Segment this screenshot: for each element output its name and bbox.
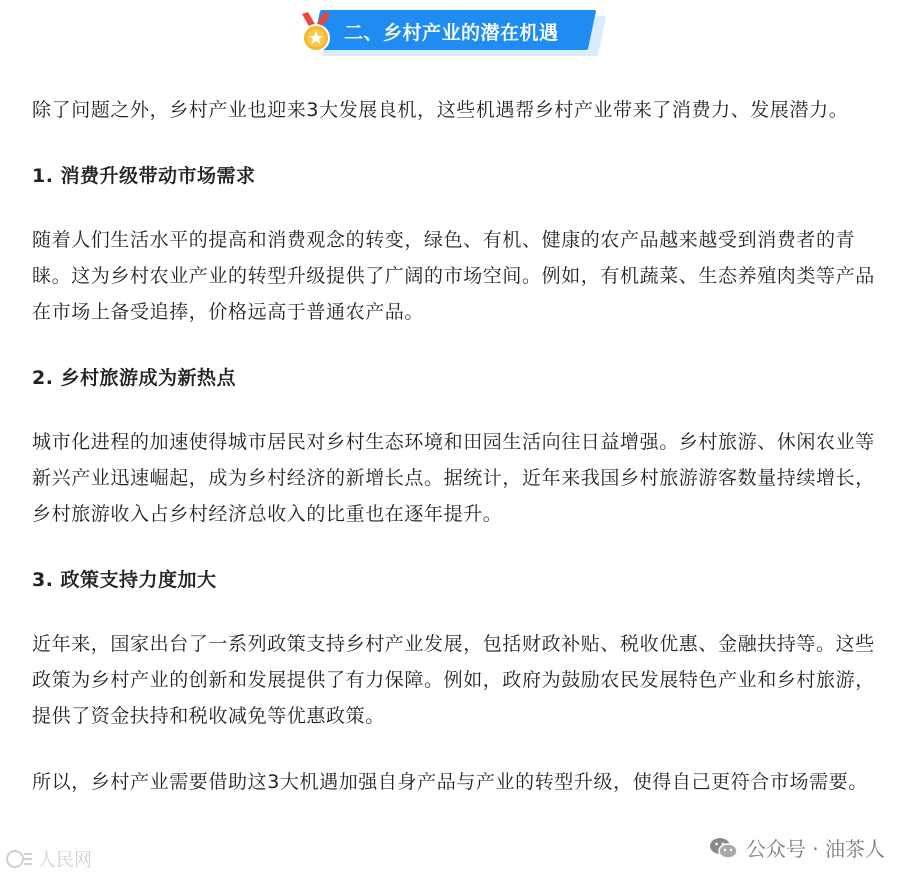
watermark-logo-icon xyxy=(4,848,34,870)
section-heading-2: 2. 乡村旅游成为新热点 xyxy=(32,367,237,389)
source-watermark xyxy=(4,846,92,872)
section-heading-3: 3. 政策支持力度加大 xyxy=(32,569,217,591)
conclusion-paragraph: 所以，乡村产业需要借助这3大机遇加强自身产品与产业的转型升级，使得自己更符合市场需要。 xyxy=(32,771,868,793)
intro-paragraph: 除了问题之外，乡村产业也迎来3大发展良机，这些机遇帮乡村产业带来了消费力、发展潜力。 xyxy=(32,99,849,121)
section-body-2: 城市化进程的加速使得城市居民对乡村生态环境和田园生活向往日益增强。乡村旅游、休闲农业等新兴产业迅速崛起，成为乡村经济的新增长点。据统计，近年来我国乡村旅游游客数量持续增长，乡村旅游收入占乡村经济总收入的比重也在逐年提升。 xyxy=(32,431,875,525)
article-body xyxy=(32,92,882,800)
section-heading-1: 1. 消费升级带动市场需求 xyxy=(32,165,256,187)
section-banner xyxy=(296,10,612,60)
section-body-3: 近年来，国家出台了一系列政策支持乡村产业发展，包括财政补贴、税收优惠、金融扶持等。这些政策为乡村产业的创新和发展提供了有力保障。例如，政府为鼓励农民发展特色产业和乡村旅游，提供了资金扶持和税收减免等优惠政策。 xyxy=(32,633,875,727)
banner-title: 二、乡村产业的潜在机遇 xyxy=(344,22,559,44)
wechat-icon xyxy=(708,836,738,860)
medal-icon xyxy=(296,10,336,54)
source-watermark-text: 人民网 xyxy=(38,850,92,871)
wechat-watermark xyxy=(708,833,885,862)
wechat-watermark-text: 公众号 · 油茶人 xyxy=(745,837,885,861)
section-body-1: 随着人们生活水平的提高和消费观念的转变，绿色、有机、健康的农产品越来越受到消费者的青睐。这为乡村农业产业的转型升级提供了广阔的市场空间。例如，有机蔬菜、生态养殖肉类等产品在市场上备受追捧，价格远高于普通农产品。 xyxy=(32,229,875,323)
